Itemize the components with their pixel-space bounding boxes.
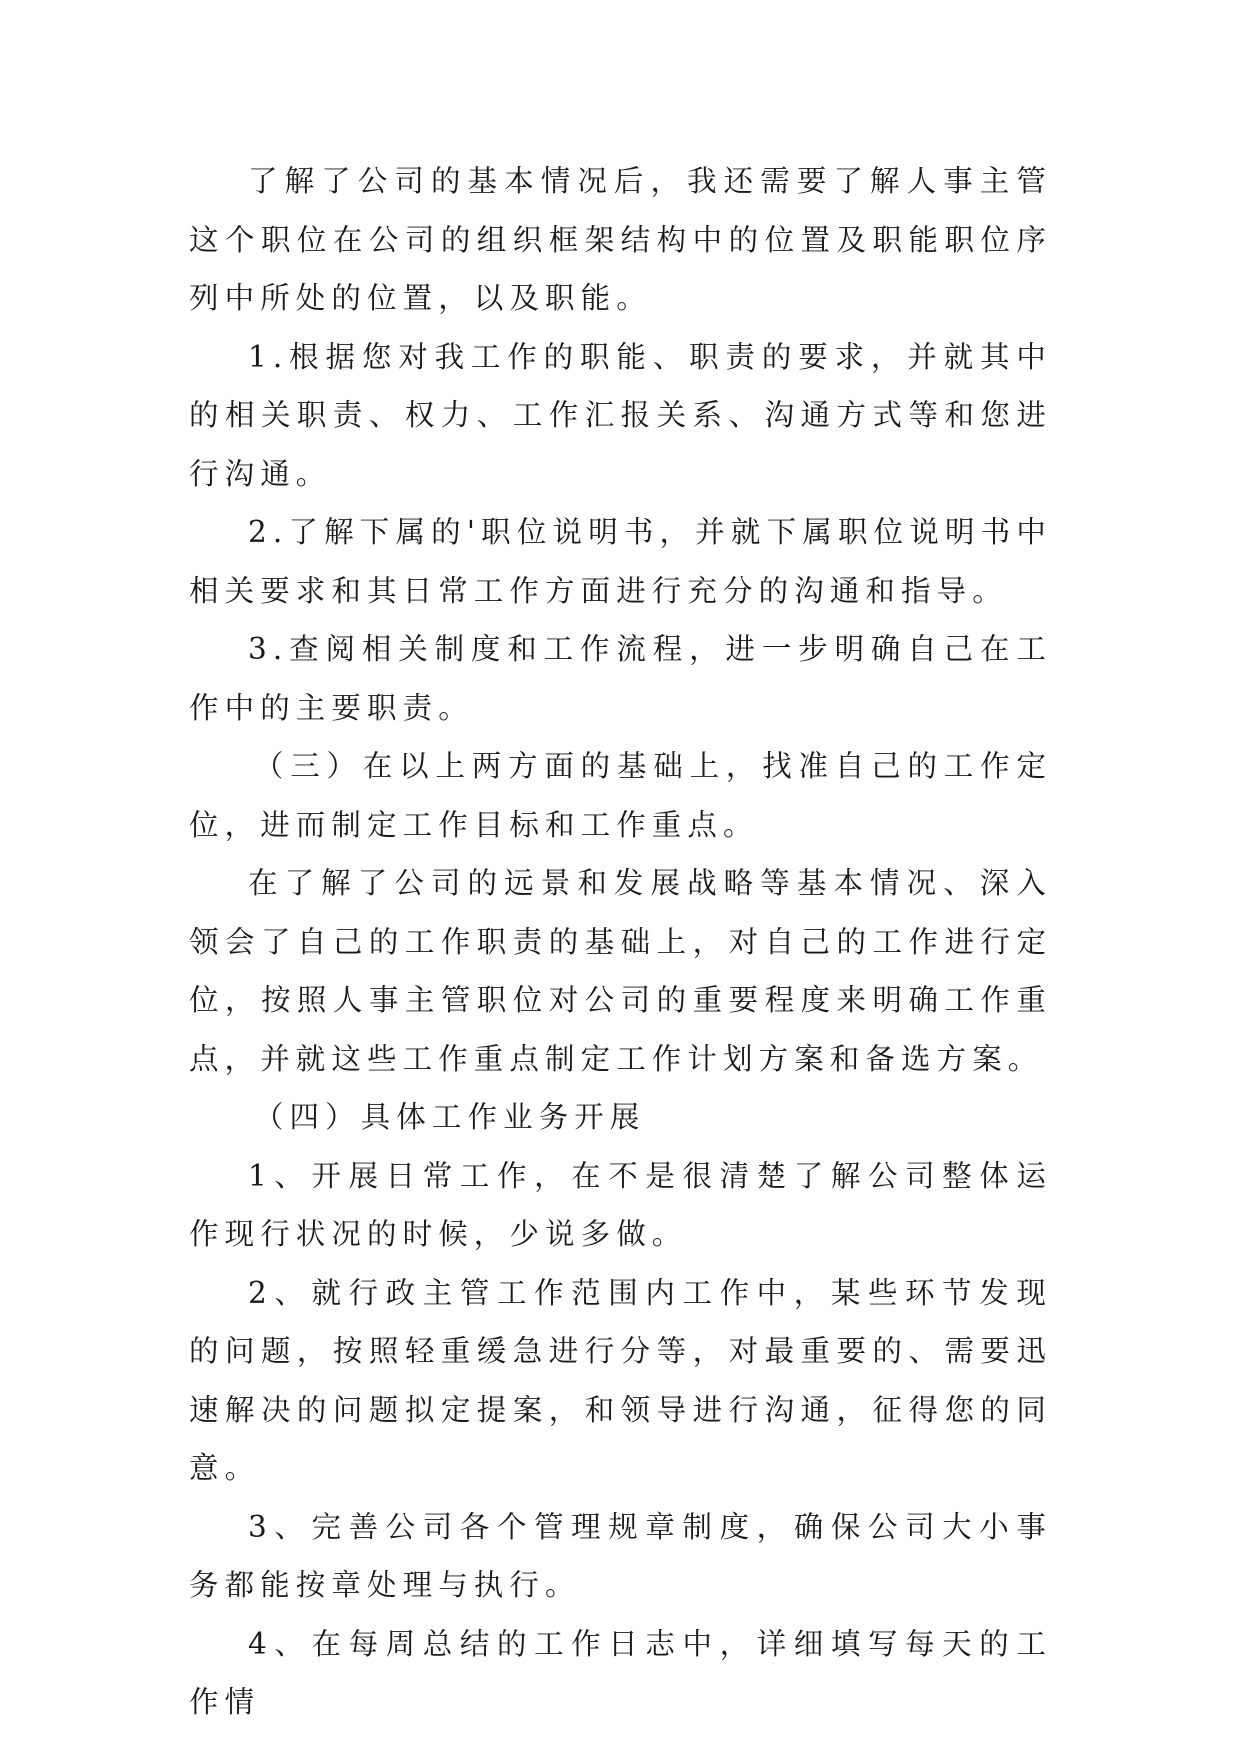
paragraph: 在了解了公司的远景和发展战略等基本情况、深入领会了自己的工作职责的基础上，对自己的工作进行定位，按照人事主管职位对公司的重要程度来明确工作重点，并就这些工作重点制定工作计划方案和备选方案。 (189, 866, 1052, 1076)
paragraph: 了解了公司的基本情况后，我还需要了解人事主管这个职位在公司的组织框架结构中的位置及职能职位序列中所处的位置，以及职能。 (189, 164, 1052, 315)
paragraph: 3.查阅相关制度和工作流程，进一步明确自己在工作中的主要职责。 (189, 632, 1052, 725)
paragraph: 1.根据您对我工作的职能、职责的要求，并就其中的相关职责、权力、工作汇报关系、沟通方式等和您进行沟通。 (189, 339, 1052, 491)
paragraph: 4、在每周总结的工作日志中，详细填写每天的工作情 (189, 1626, 1052, 1719)
paragraph: 3、完善公司各个管理规章制度，确保公司大小事务都能按章处理与执行。 (189, 1509, 1052, 1602)
paragraph: 2、就行政主管工作范围内工作中，某些环节发现的问题，按照轻重缓急进行分等，对最重要的、需要迅速解决的问题拟定提案，和领导进行沟通，征得您的同意。 (189, 1275, 1052, 1485)
paragraph: 1、开展日常工作，在不是很清楚了解公司整体运作现行状况的时候，少说多做。 (189, 1158, 1052, 1251)
document-body (189, 152, 1052, 1732)
section-heading: （三）在以上两方面的基础上，找准自己的工作定位，进而制定工作目标和工作重点。 (189, 749, 1052, 842)
section-heading: （四）具体工作业务开展 (253, 1100, 646, 1134)
paragraph: 2.了解下属的'职位说明书，并就下属职位说明书中相关要求和其日常工作方面进行充分的沟通和指导。 (189, 515, 1052, 608)
